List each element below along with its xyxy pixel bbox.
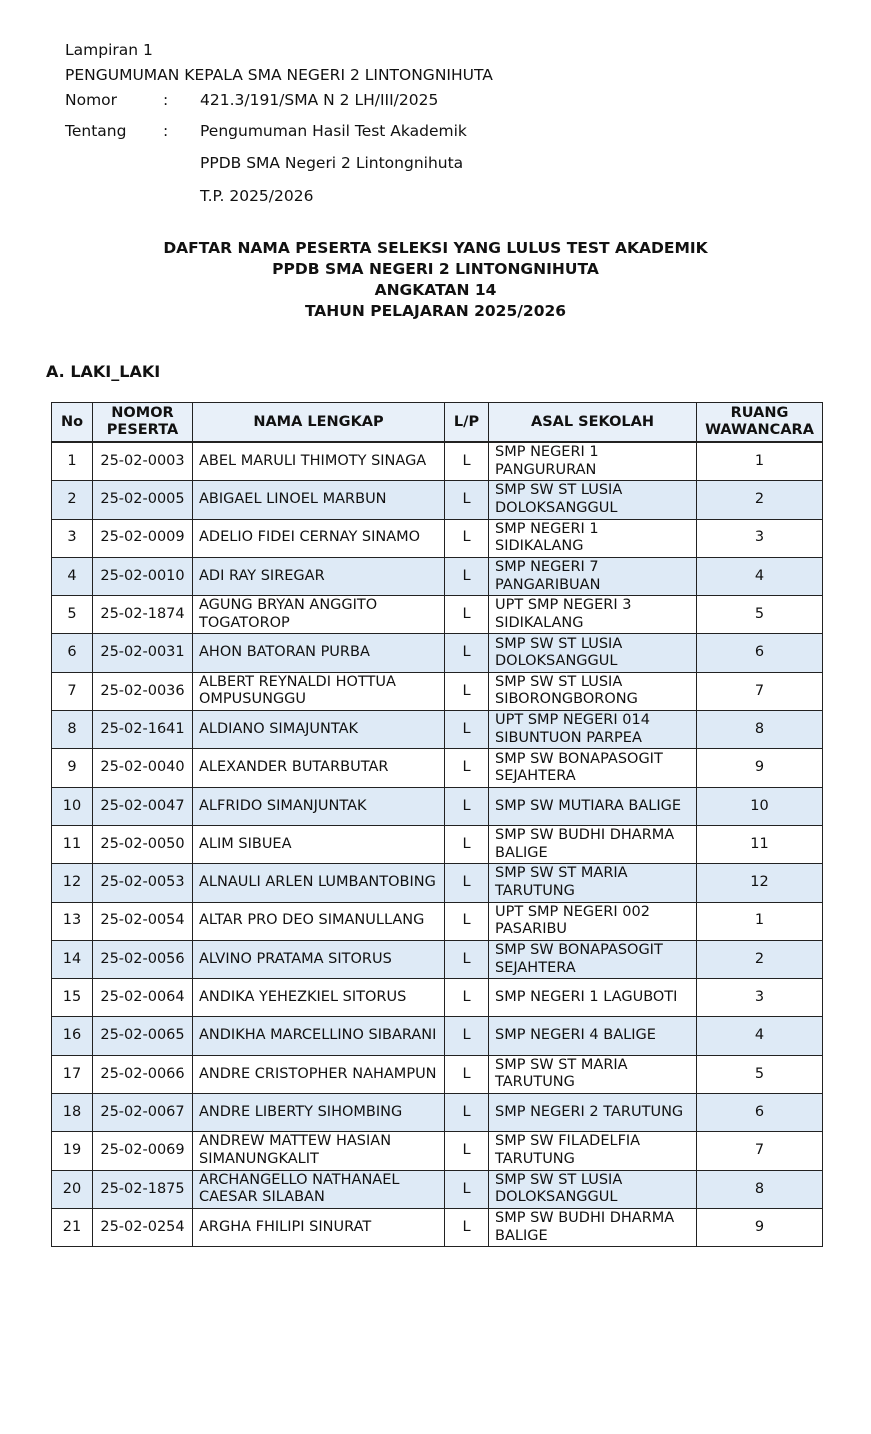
document-title-line4: TAHUN PELAJARAN 2025/2026	[304, 302, 567, 320]
table-header-row	[52, 403, 823, 443]
table-row	[52, 481, 823, 519]
cell-no: 14	[52, 940, 93, 978]
cell-nomor-peserta: 25-02-1875	[93, 1170, 193, 1208]
cell-lp: L	[445, 672, 489, 710]
table-row	[52, 711, 823, 749]
cell-nama-lengkap: ANDRE CRISTOPHER NAHAMPUN	[193, 1055, 445, 1093]
table-row	[52, 1055, 823, 1093]
cell-nama-lengkap: AHON BATORAN PURBA	[193, 634, 445, 672]
cell-ruang-wawancara: 8	[697, 1170, 823, 1208]
cell-asal-sekolah: SMP SW ST MARIA TARUTUNG	[489, 1055, 697, 1093]
cell-nomor-peserta: 25-02-0031	[93, 634, 193, 672]
cell-no: 10	[52, 787, 93, 825]
cell-asal-sekolah: SMP NEGERI 1 LAGUBOTI	[489, 979, 697, 1017]
cell-ruang-wawancara: 6	[697, 634, 823, 672]
cell-no: 18	[52, 1094, 93, 1132]
cell-lp: L	[445, 442, 489, 481]
cell-no: 13	[52, 902, 93, 940]
cell-lp: L	[445, 481, 489, 519]
cell-lp: L	[445, 634, 489, 672]
cell-asal-sekolah: SMP SW BONAPASOGIT SEJAHTERA	[489, 940, 697, 978]
cell-ruang-wawancara: 8	[697, 711, 823, 749]
cell-asal-sekolah: UPT SMP NEGERI 014 SIBUNTUON PARPEA	[489, 711, 697, 749]
cell-nomor-peserta: 25-02-0003	[93, 442, 193, 481]
table-row	[52, 1094, 823, 1132]
table-row	[52, 672, 823, 710]
header-lp: L/P	[445, 403, 489, 443]
cell-nama-lengkap: ALFRIDO SIMANJUNTAK	[193, 787, 445, 825]
cell-asal-sekolah: SMP SW BONAPASOGIT SEJAHTERA	[489, 749, 697, 787]
cell-nama-lengkap: ABEL MARULI THIMOTY SINAGA	[193, 442, 445, 481]
cell-asal-sekolah: SMP SW ST LUSIA SIBORONGBORONG	[489, 672, 697, 710]
cell-lp: L	[445, 1017, 489, 1055]
cell-ruang-wawancara: 1	[697, 442, 823, 481]
nomor-colon: :	[163, 91, 169, 109]
cell-ruang-wawancara: 9	[697, 749, 823, 787]
cell-no: 21	[52, 1208, 93, 1246]
cell-nomor-peserta: 25-02-0056	[93, 940, 193, 978]
table-row	[52, 596, 823, 634]
cell-ruang-wawancara: 6	[697, 1094, 823, 1132]
cell-nomor-peserta: 25-02-1641	[93, 711, 193, 749]
cell-nama-lengkap: ALTAR PRO DEO SIMANULLANG	[193, 902, 445, 940]
table-row	[52, 519, 823, 557]
tentang-line2: PPDB SMA Negeri 2 Lintongnihuta	[200, 154, 464, 172]
cell-nomor-peserta: 25-02-0064	[93, 979, 193, 1017]
table-row	[52, 864, 823, 902]
cell-lp: L	[445, 1170, 489, 1208]
cell-no: 2	[52, 481, 93, 519]
cell-lp: L	[445, 749, 489, 787]
cell-nama-lengkap: ANDIKHA MARCELLINO SIBARANI	[193, 1017, 445, 1055]
cell-asal-sekolah: SMP NEGERI 2 TARUTUNG	[489, 1094, 697, 1132]
cell-asal-sekolah: SMP SW ST LUSIA DOLOKSANGGUL	[489, 1170, 697, 1208]
header-nama-lengkap: NAMA LENGKAP	[193, 403, 445, 443]
cell-nomor-peserta: 25-02-0053	[93, 864, 193, 902]
cell-nama-lengkap: AGUNG BRYAN ANGGITO TOGATOROP	[193, 596, 445, 634]
table-row	[52, 749, 823, 787]
cell-lp: L	[445, 787, 489, 825]
cell-no: 6	[52, 634, 93, 672]
cell-nomor-peserta: 25-02-0254	[93, 1208, 193, 1246]
document-title-line2: PPDB SMA NEGERI 2 LINTONGNIHUTA	[272, 260, 599, 278]
cell-nomor-peserta: 25-02-0010	[93, 557, 193, 595]
cell-asal-sekolah: UPT SMP NEGERI 002 PASARIBU	[489, 902, 697, 940]
document-title-line3: ANGKATAN 14	[374, 281, 497, 299]
cell-no: 3	[52, 519, 93, 557]
cell-lp: L	[445, 1132, 489, 1170]
table-row	[52, 825, 823, 863]
cell-no: 17	[52, 1055, 93, 1093]
cell-nama-lengkap: ANDREW MATTEW HASIAN SIMANUNGKALIT	[193, 1132, 445, 1170]
cell-asal-sekolah: SMP SW ST MARIA TARUTUNG	[489, 864, 697, 902]
cell-ruang-wawancara: 7	[697, 1132, 823, 1170]
cell-no: 19	[52, 1132, 93, 1170]
cell-asal-sekolah: SMP NEGERI 1 PANGURURAN	[489, 442, 697, 481]
cell-lp: L	[445, 1208, 489, 1246]
cell-nomor-peserta: 25-02-0009	[93, 519, 193, 557]
cell-no: 4	[52, 557, 93, 595]
cell-nomor-peserta: 25-02-0047	[93, 787, 193, 825]
header-ruang-wawancara: RUANG WAWANCARA	[697, 403, 823, 443]
cell-nomor-peserta: 25-02-0054	[93, 902, 193, 940]
cell-nama-lengkap: ALEXANDER BUTARBUTAR	[193, 749, 445, 787]
nomor-row	[65, 90, 438, 110]
section-heading: A. LAKI_LAKI	[46, 362, 161, 381]
cell-nomor-peserta: 25-02-0005	[93, 481, 193, 519]
cell-nama-lengkap: ARGHA FHILIPI SINURAT	[193, 1208, 445, 1246]
cell-asal-sekolah: SMP SW ST LUSIA DOLOKSANGGUL	[489, 481, 697, 519]
cell-nomor-peserta: 25-02-0067	[93, 1094, 193, 1132]
cell-ruang-wawancara: 3	[697, 519, 823, 557]
cell-ruang-wawancara: 5	[697, 1055, 823, 1093]
cell-nama-lengkap: ADI RAY SIREGAR	[193, 557, 445, 595]
cell-nomor-peserta: 25-02-1874	[93, 596, 193, 634]
cell-ruang-wawancara: 2	[697, 940, 823, 978]
cell-no: 11	[52, 825, 93, 863]
table-row	[52, 979, 823, 1017]
lampiran-label: Lampiran 1	[65, 41, 153, 59]
cell-nomor-peserta: 25-02-0036	[93, 672, 193, 710]
cell-nama-lengkap: ABIGAEL LINOEL MARBUN	[193, 481, 445, 519]
cell-asal-sekolah: SMP NEGERI 7 PANGARIBUAN	[489, 557, 697, 595]
announcement-heading: PENGUMUMAN KEPALA SMA NEGERI 2 LINTONGNIHUTA	[65, 66, 493, 84]
cell-nama-lengkap: ANDRE LIBERTY SIHOMBING	[193, 1094, 445, 1132]
table-row	[52, 557, 823, 595]
cell-lp: L	[445, 1055, 489, 1093]
cell-asal-sekolah: SMP SW BUDHI DHARMA BALIGE	[489, 1208, 697, 1246]
cell-lp: L	[445, 979, 489, 1017]
table-row	[52, 634, 823, 672]
cell-lp: L	[445, 902, 489, 940]
header-no: No	[52, 403, 93, 443]
cell-asal-sekolah: SMP NEGERI 4 BALIGE	[489, 1017, 697, 1055]
cell-no: 7	[52, 672, 93, 710]
document-title-line1: DAFTAR NAMA PESERTA SELEKSI YANG LULUS TEST AKADEMIK	[163, 239, 708, 257]
cell-ruang-wawancara: 12	[697, 864, 823, 902]
cell-no: 12	[52, 864, 93, 902]
tentang-row	[65, 121, 467, 141]
table-row	[52, 787, 823, 825]
cell-no: 9	[52, 749, 93, 787]
cell-nama-lengkap: ARCHANGELLO NATHANAEL CAESAR SILABAN	[193, 1170, 445, 1208]
cell-ruang-wawancara: 2	[697, 481, 823, 519]
cell-lp: L	[445, 596, 489, 634]
tentang-line3: T.P. 2025/2026	[200, 187, 314, 205]
cell-ruang-wawancara: 10	[697, 787, 823, 825]
cell-lp: L	[445, 864, 489, 902]
cell-ruang-wawancara: 11	[697, 825, 823, 863]
nomor-value: 421.3/191/SMA N 2 LH/III/2025	[200, 91, 439, 109]
cell-no: 15	[52, 979, 93, 1017]
cell-no: 16	[52, 1017, 93, 1055]
cell-asal-sekolah: SMP SW FILADELFIA TARUTUNG	[489, 1132, 697, 1170]
cell-nama-lengkap: ADELIO FIDEI CERNAY SINAMO	[193, 519, 445, 557]
cell-lp: L	[445, 1094, 489, 1132]
header-nomor-peserta: NOMOR PESERTA	[93, 403, 193, 443]
cell-nama-lengkap: ANDIKA YEHEZKIEL SITORUS	[193, 979, 445, 1017]
cell-nama-lengkap: ALVINO PRATAMA SITORUS	[193, 940, 445, 978]
tentang-label: Tentang	[65, 122, 127, 140]
table-row	[52, 940, 823, 978]
cell-nama-lengkap: ALIM SIBUEA	[193, 825, 445, 863]
cell-ruang-wawancara: 4	[697, 1017, 823, 1055]
header-asal-sekolah: ASAL SEKOLAH	[489, 403, 697, 443]
cell-nomor-peserta: 25-02-0050	[93, 825, 193, 863]
cell-lp: L	[445, 557, 489, 595]
table-row	[52, 1017, 823, 1055]
cell-lp: L	[445, 519, 489, 557]
cell-ruang-wawancara: 1	[697, 902, 823, 940]
nomor-label: Nomor	[65, 91, 118, 109]
tentang-line1: Pengumuman Hasil Test Akademik	[200, 122, 467, 140]
cell-ruang-wawancara: 3	[697, 979, 823, 1017]
tentang-colon: :	[163, 122, 169, 140]
participants-table	[51, 402, 823, 1247]
table-row	[52, 1170, 823, 1208]
cell-no: 8	[52, 711, 93, 749]
cell-nama-lengkap: ALBERT REYNALDI HOTTUA OMPUSUNGGU	[193, 672, 445, 710]
table-row	[52, 1132, 823, 1170]
cell-nama-lengkap: ALNAULI ARLEN LUMBANTOBING	[193, 864, 445, 902]
cell-nama-lengkap: ALDIANO SIMAJUNTAK	[193, 711, 445, 749]
cell-nomor-peserta: 25-02-0065	[93, 1017, 193, 1055]
table-row	[52, 442, 823, 481]
cell-nomor-peserta: 25-02-0040	[93, 749, 193, 787]
cell-lp: L	[445, 825, 489, 863]
cell-lp: L	[445, 711, 489, 749]
table-row	[52, 1208, 823, 1246]
cell-asal-sekolah: SMP SW MUTIARA BALIGE	[489, 787, 697, 825]
cell-no: 20	[52, 1170, 93, 1208]
cell-nomor-peserta: 25-02-0066	[93, 1055, 193, 1093]
cell-nomor-peserta: 25-02-0069	[93, 1132, 193, 1170]
cell-ruang-wawancara: 4	[697, 557, 823, 595]
cell-asal-sekolah: UPT SMP NEGERI 3 SIDIKALANG	[489, 596, 697, 634]
cell-no: 5	[52, 596, 93, 634]
cell-lp: L	[445, 940, 489, 978]
cell-ruang-wawancara: 5	[697, 596, 823, 634]
cell-ruang-wawancara: 9	[697, 1208, 823, 1246]
cell-asal-sekolah: SMP SW ST LUSIA DOLOKSANGGUL	[489, 634, 697, 672]
cell-no: 1	[52, 442, 93, 481]
table-row	[52, 902, 823, 940]
cell-asal-sekolah: SMP NEGERI 1 SIDIKALANG	[489, 519, 697, 557]
cell-ruang-wawancara: 7	[697, 672, 823, 710]
cell-asal-sekolah: SMP SW BUDHI DHARMA BALIGE	[489, 825, 697, 863]
